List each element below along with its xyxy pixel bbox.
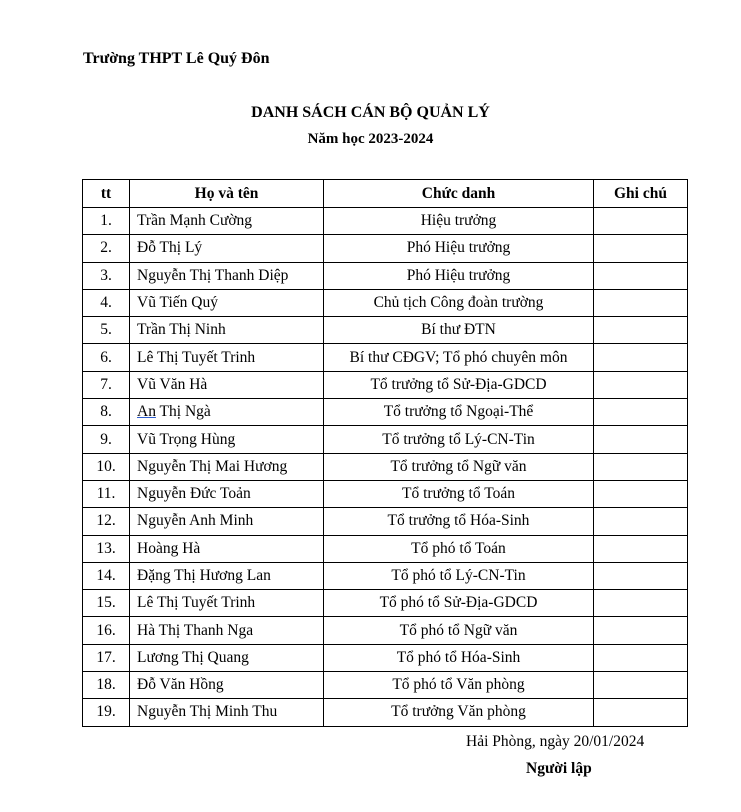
staff-name: Nguyễn Thị Thanh Diệp: [130, 262, 324, 289]
column-header-role: Chức danh: [324, 180, 594, 208]
staff-role: Tổ trưởng tổ Hóa-Sinh: [324, 508, 594, 535]
row-number: 19.: [83, 699, 130, 726]
row-number: 12.: [83, 508, 130, 535]
staff-role: Bí thư CĐGV; Tổ phó chuyên môn: [324, 344, 594, 371]
table-header-row: [83, 180, 688, 208]
staff-name: [130, 399, 324, 426]
row-number: 1.: [83, 208, 130, 235]
staff-role: Tổ phó tổ Văn phòng: [324, 672, 594, 699]
staff-note: [594, 617, 688, 644]
row-number: 18.: [83, 672, 130, 699]
table-row: [83, 672, 688, 699]
row-number: 6.: [83, 344, 130, 371]
table-row: [83, 289, 688, 316]
staff-role: Tổ trưởng tổ Lý-CN-Tin: [324, 426, 594, 453]
staff-name: Đỗ Thị Lý: [130, 235, 324, 262]
staff-note: [594, 344, 688, 371]
staff-role: Hiệu trưởng: [324, 208, 594, 235]
staff-role: Tổ phó tổ Sử-Địa-GDCD: [324, 590, 594, 617]
staff-name: Đỗ Văn Hồng: [130, 672, 324, 699]
table-row: [83, 535, 688, 562]
table-row: [83, 426, 688, 453]
staff-name: Hà Thị Thanh Nga: [130, 617, 324, 644]
school-name: Trường THPT Lê Quý Đôn: [83, 50, 270, 67]
staff-note: [594, 399, 688, 426]
staff-role: Tổ trưởng tổ Ngoại-Thể: [324, 399, 594, 426]
staff-note: [594, 508, 688, 535]
place-date: Hải Phòng, ngày 20/01/2024: [466, 733, 645, 750]
staff-role: Tổ phó tổ Toán: [324, 535, 594, 562]
staff-note: [594, 426, 688, 453]
column-header-note: Ghi chú: [594, 180, 688, 208]
staff-role: Tổ trưởng tổ Sử-Địa-GDCD: [324, 371, 594, 398]
row-number: 2.: [83, 235, 130, 262]
staff-name: Nguyễn Đức Toản: [130, 480, 324, 507]
table-row: [83, 371, 688, 398]
staff-name: Hoàng Hà: [130, 535, 324, 562]
table-row: [83, 508, 688, 535]
table-row: [83, 699, 688, 726]
staff-name: Nguyễn Thị Minh Thu: [130, 699, 324, 726]
staff-name: Đặng Thị Hương Lan: [130, 562, 324, 589]
staff-name: Vũ Văn Hà: [130, 371, 324, 398]
table-row: [83, 590, 688, 617]
staff-note: [594, 289, 688, 316]
staff-table: [82, 179, 688, 727]
table-row: [83, 562, 688, 589]
column-header-name: Họ và tên: [130, 180, 324, 208]
staff-note: [594, 317, 688, 344]
staff-note: [594, 208, 688, 235]
table-row: [83, 208, 688, 235]
column-header-tt: tt: [83, 180, 130, 208]
row-number: 11.: [83, 480, 130, 507]
staff-name-part: Thị Ngà: [155, 403, 211, 421]
staff-name: Vũ Tiến Quý: [130, 289, 324, 316]
staff-note: [594, 562, 688, 589]
table-row: [83, 317, 688, 344]
row-number: 9.: [83, 426, 130, 453]
table-row: [83, 617, 688, 644]
staff-name: Nguyễn Anh Minh: [130, 508, 324, 535]
row-number: 4.: [83, 289, 130, 316]
staff-role: Phó Hiệu trưởng: [324, 262, 594, 289]
staff-role: Tổ trưởng tổ Toán: [324, 480, 594, 507]
staff-note: [594, 535, 688, 562]
document-title: DANH SÁCH CÁN BỘ QUẢN LÝ: [251, 104, 490, 121]
row-number: 14.: [83, 562, 130, 589]
staff-role: Tổ phó tổ Hóa-Sinh: [324, 644, 594, 671]
table-row: [83, 235, 688, 262]
document-subtitle: Năm học 2023-2024: [307, 131, 434, 147]
staff-note: [594, 371, 688, 398]
table-row: [83, 399, 688, 426]
staff-note: [594, 590, 688, 617]
table-row: [83, 453, 688, 480]
staff-note: [594, 453, 688, 480]
staff-note: [594, 235, 688, 262]
staff-role: Tổ trưởng Văn phòng: [324, 699, 594, 726]
staff-name: Lương Thị Quang: [130, 644, 324, 671]
staff-name: Lê Thị Tuyết Trinh: [130, 590, 324, 617]
signer-label: Người lập: [526, 760, 592, 777]
staff-role: Bí thư ĐTN: [324, 317, 594, 344]
row-number: 10.: [83, 453, 130, 480]
row-number: 7.: [83, 371, 130, 398]
staff-role: Tổ phó tổ Ngữ văn: [324, 617, 594, 644]
staff-role: Chủ tịch Công đoàn trường: [324, 289, 594, 316]
staff-note: [594, 699, 688, 726]
staff-note: [594, 480, 688, 507]
staff-role: Tổ phó tổ Lý-CN-Tin: [324, 562, 594, 589]
staff-note: [594, 672, 688, 699]
staff-name: Vũ Trọng Hùng: [130, 426, 324, 453]
staff-role: Tổ trưởng tổ Ngữ văn: [324, 453, 594, 480]
staff-name: Trần Mạnh Cường: [130, 208, 324, 235]
row-number: 13.: [83, 535, 130, 562]
row-number: 16.: [83, 617, 130, 644]
row-number: 5.: [83, 317, 130, 344]
row-number: 3.: [83, 262, 130, 289]
staff-name: Trần Thị Ninh: [130, 317, 324, 344]
staff-note: [594, 644, 688, 671]
staff-name-part-underlined: An: [137, 403, 156, 421]
table-row: [83, 344, 688, 371]
row-number: 17.: [83, 644, 130, 671]
table-row: [83, 262, 688, 289]
staff-note: [594, 262, 688, 289]
row-number: 8.: [83, 399, 130, 426]
staff-name: Lê Thị Tuyết Trinh: [130, 344, 324, 371]
staff-role: Phó Hiệu trưởng: [324, 235, 594, 262]
table-row: [83, 644, 688, 671]
table-row: [83, 480, 688, 507]
row-number: 15.: [83, 590, 130, 617]
staff-name: Nguyễn Thị Mai Hương: [130, 453, 324, 480]
